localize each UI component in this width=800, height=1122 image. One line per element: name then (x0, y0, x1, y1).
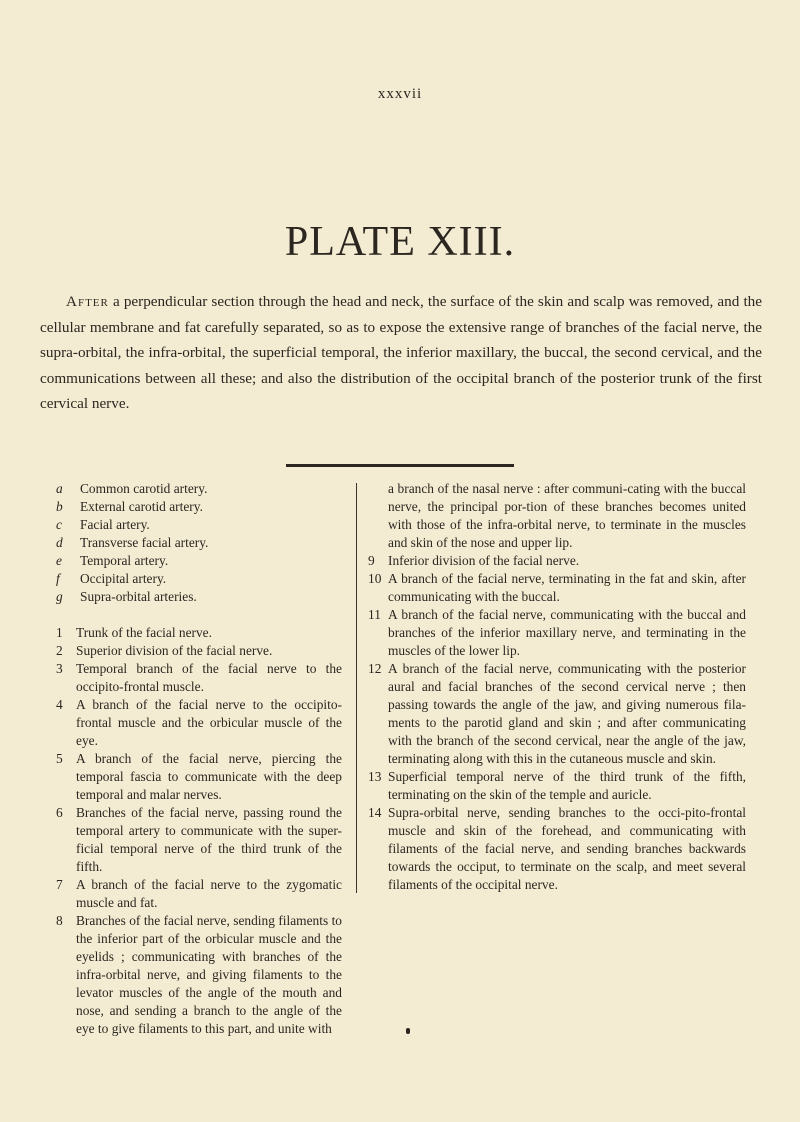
legend-entry-4 (56, 696, 342, 750)
legend-text: Branches of the facial nerve, passing round the temporal artery to communicate with the super-ficial temporal nerve of the third trunk of the fifth. (76, 805, 342, 874)
legend-text: Trunk of the facial nerve. (76, 625, 212, 640)
legend-key: 13 (368, 769, 382, 784)
legend-key: 1 (56, 625, 63, 640)
legend-text: Facial artery. (80, 517, 150, 532)
legend-text: A branch of the facial nerve to the occipito-frontal muscle and the orbicular muscle of the eye. (76, 697, 342, 748)
legend-key: 7 (56, 877, 63, 892)
legend-key: 12 (368, 661, 382, 676)
column-divider (356, 483, 357, 893)
legend-text: Branches of the facial nerve, sending filaments to the inferior part of the orbicular muscle and the eyelids ; communicating with branches of the infra-orbital nerve, and giving filaments to the levator muscles of the angle of the mouth and nose, and sending a branch to the angle of the eye to give filaments to this part, and unite with (76, 913, 342, 1036)
intro-lead-word: After (66, 293, 109, 310)
entry-8-continuation: a branch of the nasal nerve : after communi-cating with the buccal nerve, the principal por-tion of these branches becomes united with those of the infra-orbital nerve, to terminate in the muscles and skin of the nose and upper lip. (388, 481, 746, 550)
ink-blot (406, 1028, 410, 1034)
legend-entry-12 (368, 660, 746, 768)
legend-key: 8 (56, 913, 63, 928)
legend-key: b (56, 499, 63, 514)
legend-key: 4 (56, 697, 63, 712)
legend-key: 11 (368, 607, 381, 622)
legend-text: A branch of the facial nerve, terminating in the fat and skin, after communicating with the buccal. (388, 571, 746, 604)
legend-entry-a (56, 480, 342, 498)
legend-left-column (56, 480, 342, 1038)
legend-key: g (56, 589, 63, 604)
nerve-legend-right (368, 552, 746, 894)
legend-key: 2 (56, 643, 63, 658)
legend-key: c (56, 517, 62, 532)
legend-entry-6 (56, 804, 342, 876)
legend-key: d (56, 535, 63, 550)
legend-entry-c (56, 516, 342, 534)
legend-text: Supra-orbital arteries. (80, 589, 197, 604)
section-rule (286, 464, 514, 467)
artery-legend (56, 480, 342, 606)
legend-text: A branch of the facial nerve, piercing the temporal fascia to communicate with the deep temporal and malar nerves. (76, 751, 342, 802)
legend-entry-8 (56, 912, 342, 1038)
plate-title: PLATE XIII. (284, 219, 516, 265)
legend-key: e (56, 553, 62, 568)
legend-text: Transverse facial artery. (80, 535, 209, 550)
legend-entry-e (56, 552, 342, 570)
legend-key: 3 (56, 661, 63, 676)
legend-key: 5 (56, 751, 63, 766)
legend-entry-11 (368, 606, 746, 660)
intro-paragraph (40, 289, 762, 417)
legend-entry-g (56, 588, 342, 606)
legend-text: Superficial temporal nerve of the third trunk of the fifth, terminating on the skin of the temple and auricle. (388, 769, 746, 802)
legend-text: A branch of the facial nerve, communicating with the posterior aural and facial branches of the second cervical nerve ; then passing towards the angle of the jaw, and giving numerous fila-ments to the parotid gland and skin ; and after communicating with the branch of the second cervical, near the angle of the jaw, terminating along with this in the cutaneous muscle and skin. (388, 661, 746, 766)
legend-key: f (56, 571, 60, 586)
legend-entry-1 (56, 624, 342, 642)
page-number: xxxvii (377, 86, 423, 102)
legend-text: A branch of the facial nerve, communicating with the buccal and branches of the inferior maxillary nerve, and terminating in the muscles of the lower lip. (388, 607, 746, 658)
legend-text: Temporal branch of the facial nerve to the occipito-frontal muscle. (76, 661, 342, 694)
legend-entry-5 (56, 750, 342, 804)
intro-text: a perpendicular section through the head and neck, the surface of the skin and scalp was removed, and the cellular membrane and fat carefully separated, so as to expose the extensive range of branches of the facial nerve, the supra-orbital, the infra-orbital, the superficial temporal, the inferior maxillary, the buccal, the second cervical, and the communications between all these; and also the distribution of the occipital branch of the posterior trunk of the first cervical nerve. (40, 293, 763, 412)
legend-text: Supra-orbital nerve, sending branches to the occi-pito-frontal muscle and skin of the forehead, and communicating with filaments of the facial nerve, and sending branches backwards towards the occiput, to terminate on the scalp, and meet several filaments of the occipital nerve. (388, 805, 746, 892)
nerve-legend-left (56, 624, 342, 1038)
legend-key: a (56, 481, 63, 496)
legend-entry-13 (368, 768, 746, 804)
legend-entry-f (56, 570, 342, 588)
legend-entry-9 (368, 552, 746, 570)
legend-entry-10 (368, 570, 746, 606)
legend-text: A branch of the facial nerve to the zygomatic muscle and fat. (76, 877, 342, 910)
legend-entry-14 (368, 804, 746, 894)
legend-key: 14 (368, 805, 382, 820)
legend-text: External carotid artery. (80, 499, 203, 514)
legend-key: 9 (368, 553, 375, 568)
legend-key: 6 (56, 805, 63, 820)
legend-entry-3 (56, 660, 342, 696)
legend-text: Occipital artery. (80, 571, 167, 586)
legend-text: Temporal artery. (80, 553, 169, 568)
legend-entry-2 (56, 642, 342, 660)
legend-text: Common carotid artery. (80, 481, 208, 496)
legend-text: Inferior division of the facial nerve. (388, 553, 580, 568)
legend-text: Superior division of the facial nerve. (76, 643, 273, 658)
legend-entry-b (56, 498, 342, 516)
legend-entry-d (56, 534, 342, 552)
legend-entry-7 (56, 876, 342, 912)
legend-right-column (368, 480, 746, 894)
legend-gap (56, 606, 342, 624)
legend-key: 10 (368, 571, 382, 586)
